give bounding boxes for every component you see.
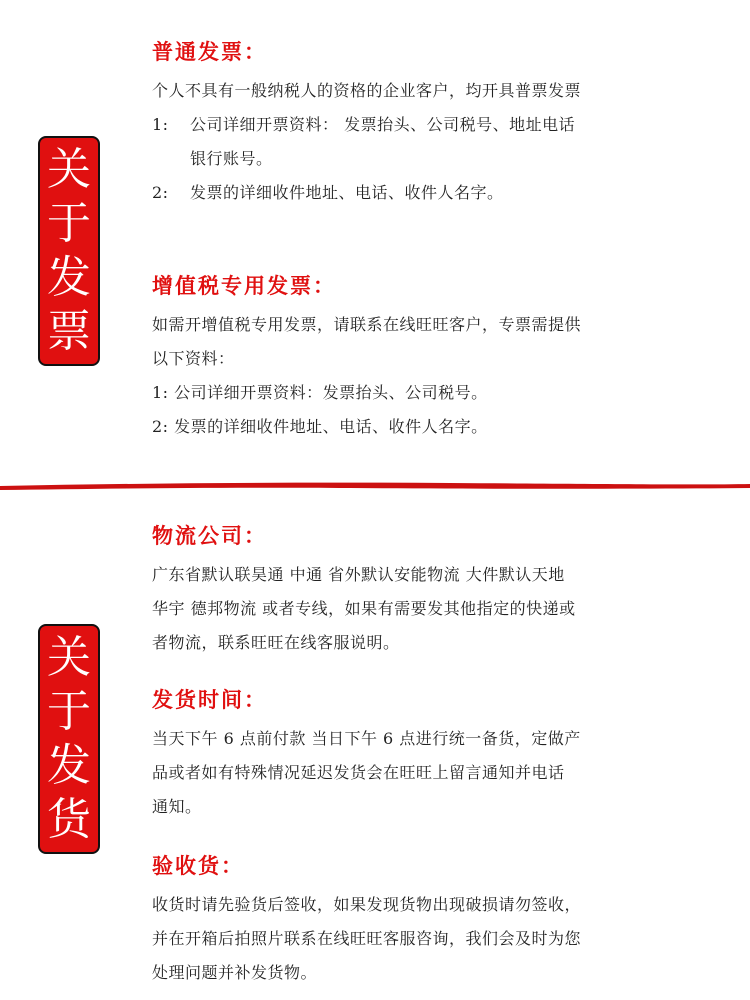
badge-char: 票 [47, 306, 91, 357]
badge-char: 于 [47, 686, 91, 737]
badge-char: 关 [47, 144, 91, 195]
vat-invoice-section [152, 270, 672, 444]
badge-char: 发 [47, 252, 91, 303]
logistics-line: 华宇 德邦物流 或者专线，如果有需要发其他指定的快递或 [152, 599, 576, 618]
ordinary-invoice-section [152, 36, 672, 210]
ordinary-invoice-intro: 个人不具有一般纳税人的资格的企业客户，均开具普票发票 [152, 81, 582, 100]
logistics-section [152, 520, 672, 660]
badge-char: 于 [47, 198, 91, 249]
vat-invoice-intro-line: 以下资料： [152, 349, 235, 368]
badge-char: 货 [47, 794, 91, 845]
item-text: 公司详细开票资料： 发票抬头、公司税号、地址电话 [190, 115, 576, 134]
ordinary-invoice-heading: 普通发票： [152, 40, 267, 64]
inspection-line: 处理问题并补发货物。 [152, 963, 318, 982]
vat-invoice-heading: 增值税专用发票： [152, 274, 336, 298]
logistics-line: 广东省默认联昊通 中通 省外默认安能物流 大件默认天地 [152, 565, 565, 584]
list-item [152, 376, 672, 410]
section-divider [0, 480, 750, 492]
inspection-line: 并在开箱后拍照片联系在线旺旺客服咨询，我们会及时为您 [152, 929, 582, 948]
invoice-badge [38, 136, 100, 366]
item-text: 发票的详细收件地址、电话、收件人名字。 [174, 417, 488, 436]
item-number: 2: [152, 183, 169, 202]
item-text: 公司详细开票资料：发票抬头、公司税号。 [174, 383, 488, 402]
item-number: 1: [152, 383, 169, 402]
item-continuation: 银行账号。 [190, 149, 273, 168]
ship-time-line: 品或者如有特殊情况延迟发货会在旺旺上留言通知并电话 [152, 763, 565, 782]
list-item [152, 176, 672, 210]
badge-char: 发 [47, 740, 91, 791]
logistics-heading: 物流公司： [152, 524, 267, 548]
item-number: 2: [152, 417, 169, 436]
list-item [152, 410, 672, 444]
vat-invoice-intro-line: 如需开增值税专用发票，请联系在线旺旺客户，专票需提供 [152, 315, 582, 334]
badge-char: 关 [47, 632, 91, 683]
shipping-badge [38, 624, 100, 854]
ship-time-heading: 发货时间： [152, 688, 267, 712]
item-number: 1: [152, 115, 169, 134]
ship-time-section [152, 684, 672, 824]
inspection-line: 收货时请先验货后签收，如果发现货物出现破损请勿签收， [152, 895, 582, 914]
item-text: 发票的详细收件地址、电话、收件人名字。 [190, 183, 504, 202]
list-item [152, 108, 672, 142]
ship-time-line: 通知。 [152, 797, 202, 816]
inspection-section [152, 850, 672, 990]
logistics-line: 者物流，联系旺旺在线客服说明。 [152, 633, 400, 652]
ship-time-line: 当天下午 6 点前付款 当日下午 6 点进行统一备货，定做产 [152, 729, 581, 748]
inspection-heading: 验收货： [152, 854, 244, 878]
